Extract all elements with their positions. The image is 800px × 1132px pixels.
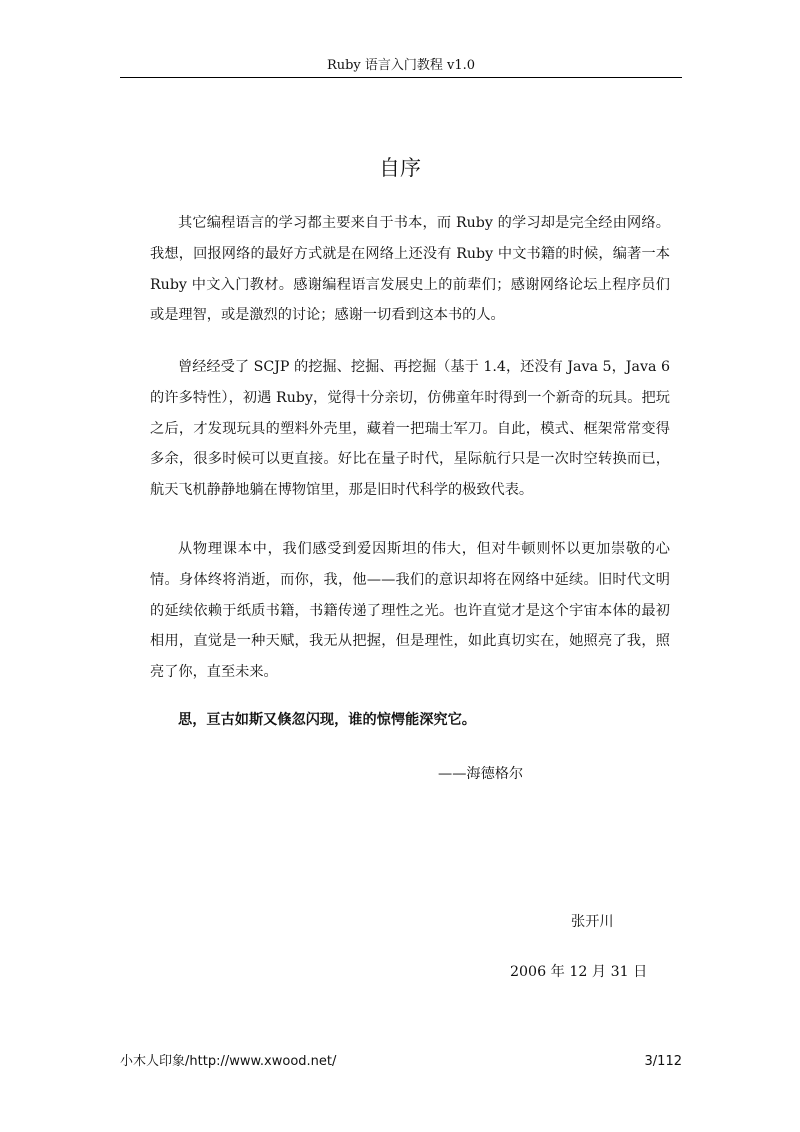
epigraph-quote: 思，亘古如斯又倏忽闪现，谁的惊愕能深究它。 xyxy=(178,712,476,728)
preface-paragraph-3: 从物理课本中，我们感受到爱因斯坦的伟大，但对牛顿则怀以更加崇敬的心情。身体终将消逝，而你，我，他——我们的意识却将在网络中延续。旧时代文明的延续依赖于纸质书籍，书籍传递了理性之光。也许直觉才是这个宇宙本体的最初相用，直觉是一种天赋，我无从把握，但是理性，如此真切实在，她照亮了我，照亮了你，直至未来。 xyxy=(150,541,670,681)
signature-date: 2006 年 12 月 31 日 xyxy=(510,964,648,980)
footer-page-number: 3/112 xyxy=(644,1054,682,1069)
author-signature: 张开川 xyxy=(571,914,614,930)
footer-site: 小木人印象/http://www.xwood.net/ xyxy=(120,1054,337,1069)
preface-paragraph-2: 曾经经受了 SCJP 的挖掘、挖掘、再挖掘（基于 1.4，还没有 Java 5，Java 6 的许多特性），初遇 Ruby，觉得十分亲切，仿佛童年时得到一个新奇的玩具。把玩之后，才发现玩具的塑料外壳里，藏着一把瑞士军刀。自此，模式、框架常常变得多余，很多时候可以更直接。好比在量子时代，星际航行只是一次时空转换而已，航天飞机静静地躺在博物馆里，那是旧时代科学的极致代表。 xyxy=(150,359,670,499)
quote-attribution: ——海德格尔 xyxy=(438,766,524,782)
page-title: 自序 xyxy=(379,156,421,180)
header-rule xyxy=(120,77,682,78)
running-header: Ruby 语言入门教程 v1.0 xyxy=(326,58,476,73)
preface-paragraph-1: 其它编程语言的学习都主要来自于书本，而 Ruby 的学习却是完全经由网络。我想，回报网络的最好方式就是在网络上还没有 Ruby 中文书籍的时候，编著一本 Ruby 中文入门教材。感谢编程语言发展史上的前辈们；感谢网络论坛上程序员们或是理智，或是激烈的讨论；感谢一切看到这本书的人。 xyxy=(150,215,670,324)
